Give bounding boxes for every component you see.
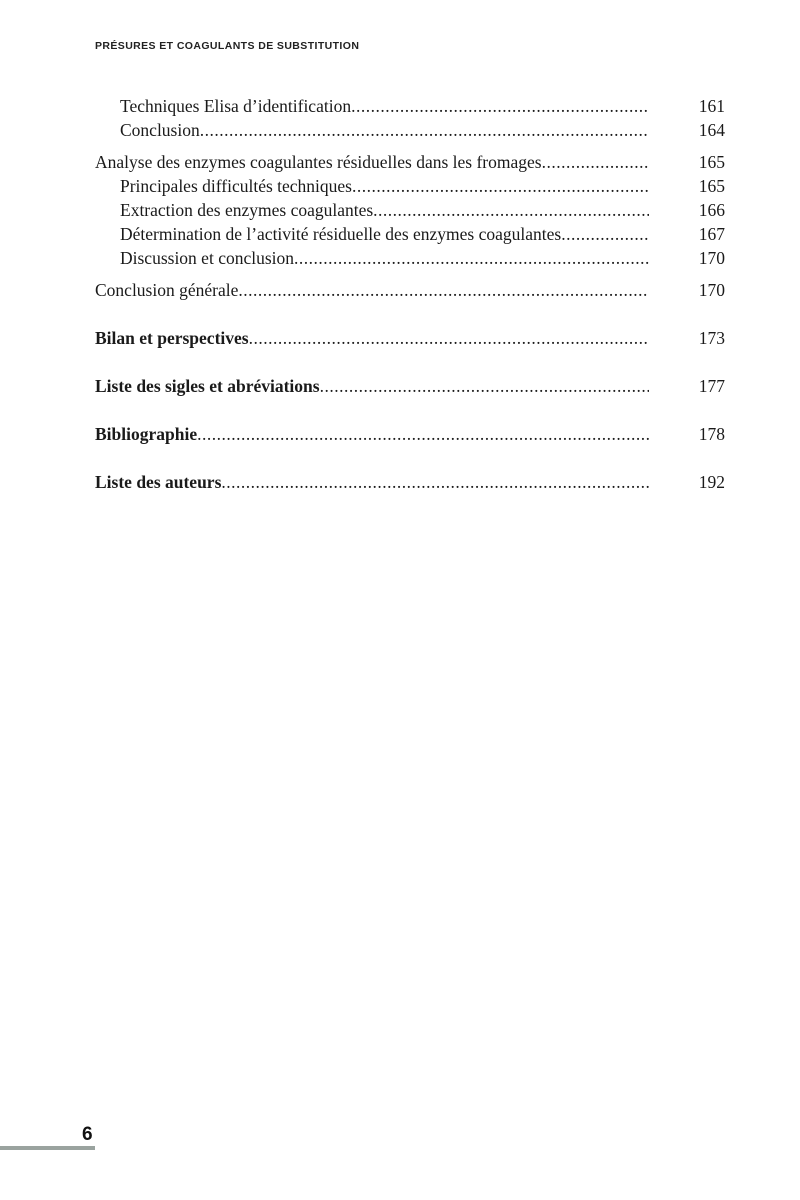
page-number: 6: [82, 1124, 93, 1145]
toc-entry[interactable]: [95, 248, 725, 272]
toc-entry-page: 164: [698, 120, 725, 140]
toc-entry-title: Conclusion: [120, 120, 200, 140]
toc-entry-title: Discussion et conclusion: [120, 248, 295, 268]
toc-entry[interactable]: [95, 200, 725, 224]
toc-entry-title: Techniques Elisa d’identification: [120, 96, 352, 116]
toc-entry-title: Bilan et perspectives: [95, 328, 249, 348]
toc-entry-page: 178: [698, 424, 725, 444]
toc-entry-page: 165: [698, 176, 725, 196]
toc-entry-page: 167: [698, 224, 725, 244]
dot-leader: [561, 224, 649, 245]
toc-entry-title: Liste des auteurs: [95, 472, 222, 492]
toc-entry-title: Analyse des enzymes coagulantes résiduelles dans les fromages: [95, 152, 542, 172]
toc-entry[interactable]: [95, 152, 725, 176]
toc-entry-title: Extraction des enzymes coagulantes: [120, 200, 374, 220]
dot-leader: [197, 424, 649, 445]
toc-entry[interactable]: [95, 280, 725, 304]
running-header: PRÉSURES ET COAGULANTS DE SUBSTITUTION: [95, 40, 360, 52]
toc-entry[interactable]: [95, 224, 725, 248]
toc-entry-title: Conclusion générale: [95, 280, 239, 300]
dot-leader: [249, 328, 649, 349]
toc-entry-page: 165: [698, 152, 725, 172]
toc-entry-page: 177: [698, 376, 725, 396]
dot-leader: [294, 248, 649, 269]
dot-leader: [200, 120, 649, 141]
toc-entry[interactable]: [95, 120, 725, 144]
dot-leader: [221, 472, 649, 493]
toc-entry-page: 192: [698, 472, 725, 492]
toc-entry-title: Principales difficultés techniques: [120, 176, 352, 196]
toc-entry-page: 161: [698, 96, 725, 116]
toc-entry[interactable]: [95, 96, 725, 120]
toc-entry[interactable]: [95, 472, 725, 496]
dot-leader: [351, 96, 649, 117]
toc-entry-title: Bibliographie: [95, 424, 198, 444]
toc-entry[interactable]: [95, 328, 725, 352]
dot-leader: [320, 376, 649, 397]
footer-accent-bar: [0, 1146, 95, 1150]
toc-entry-page: 166: [698, 200, 725, 220]
toc-entry[interactable]: [95, 376, 725, 400]
toc-entry-page: 170: [698, 248, 725, 268]
toc-entry-title: Détermination de l’activité résiduelle des enzymes coagulantes: [120, 224, 562, 244]
table-of-contents: [95, 96, 725, 496]
dot-leader: [352, 176, 649, 197]
toc-entry-title: Liste des sigles et abréviations: [95, 376, 320, 396]
toc-entry[interactable]: [95, 176, 725, 200]
dot-leader: [542, 152, 649, 173]
dot-leader: [373, 200, 649, 221]
toc-entry-page: 173: [698, 328, 725, 348]
dot-leader: [238, 280, 649, 301]
toc-entry[interactable]: [95, 424, 725, 448]
toc-entry-page: 170: [698, 280, 725, 300]
